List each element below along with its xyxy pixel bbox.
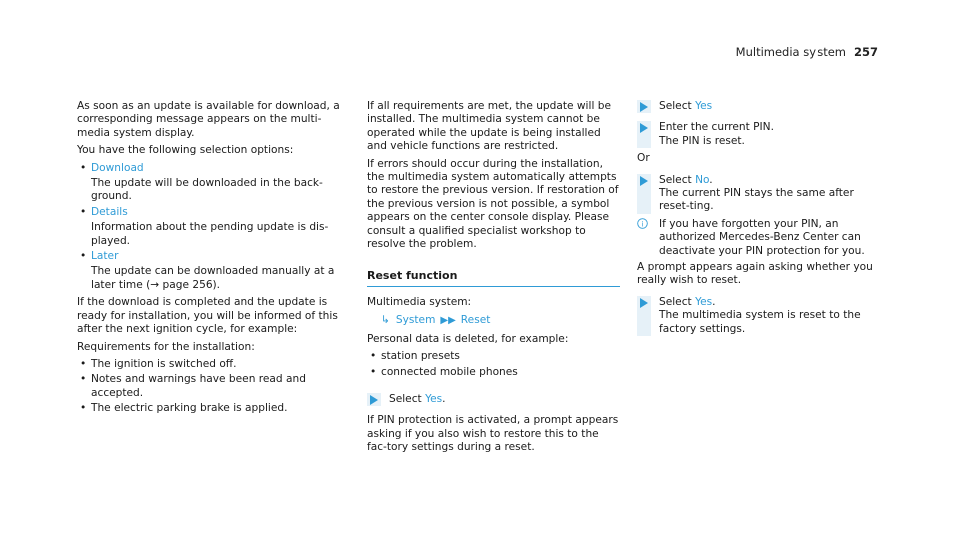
- bullet-icon: •: [370, 350, 377, 363]
- list-item: • connected mobile phones: [367, 366, 620, 379]
- section-title: Multimedia sy stem: [735, 45, 846, 59]
- options-intro: You have the following selection options:: [77, 144, 294, 157]
- step-select-yes-final: Select Yes. The multimedia system is reset to the factory settings.: [637, 296, 882, 336]
- double-chevron-icon: ▶▶: [440, 315, 456, 327]
- option-desc: The update will be downloaded in the back-ground.: [91, 177, 323, 203]
- page-number: 257: [853, 45, 878, 59]
- column-2: [367, 100, 620, 459]
- list-item: • The electric parking brake is applied.: [77, 402, 352, 415]
- column-1: [77, 100, 352, 418]
- requirements-intro: Requirements for the installation:: [77, 340, 255, 353]
- path-item-reset: Reset: [460, 314, 491, 327]
- step-arrow-icon: [637, 121, 651, 148]
- step-select-yes: Select Yes.: [367, 393, 620, 406]
- no-option: No: [695, 173, 710, 186]
- list-item: • The ignition is switched off.: [77, 358, 352, 371]
- completion-text: If the download is completed and the update is ready for installation, you will be informed of this after the next ignition cycle, for example:: [77, 296, 338, 336]
- step-arrow-icon: [637, 100, 651, 113]
- bullet-icon: •: [80, 402, 87, 415]
- menu-path: [381, 314, 620, 327]
- step-result: The PIN is reset.: [659, 134, 745, 147]
- bullet-icon: •: [80, 205, 87, 218]
- or-text: Or: [637, 152, 650, 165]
- bullet-icon: •: [80, 357, 87, 370]
- step-result: The current PIN stays the same after reset-ting.: [659, 187, 854, 213]
- step-arrow-icon: [637, 174, 651, 214]
- step-result: The multimedia system is reset to the factory settings.: [659, 309, 861, 335]
- list-item: • Notes and warnings have been read and accepted.: [77, 373, 352, 400]
- bullet-icon: •: [80, 161, 87, 174]
- yes-option: Yes: [695, 100, 713, 112]
- option-download: [77, 162, 352, 204]
- option-desc: Information about the pending update is dis-played.: [91, 221, 329, 247]
- requirements-met-text: If all requirements are met, the update will be installed. The multimedia system cannot be operated while the update is being installed and vehicle functions are restricted.: [367, 100, 611, 153]
- list-item: • station presets: [367, 350, 620, 363]
- page-header: [736, 45, 878, 59]
- update-intro: As soon as an update is available for download, a corresponding message appears on the multi-media system display.: [77, 100, 340, 139]
- reset-function-heading: Reset function: [367, 269, 620, 286]
- bullet-icon: •: [80, 250, 87, 263]
- info-note: i If you have forgotten your PIN, an authorized Mercedes-Benz Center can deactivate your PIN protection for you.: [637, 218, 882, 258]
- option-details: [77, 206, 352, 248]
- step-arrow-icon: [367, 393, 381, 406]
- errors-text: If errors should occur during the installation, the multimedia system automatically attempts to restore the previous version. If restoration of the previous version is not possible, a symbol appears on the center console display. Please consult a qualified specialist workshop to resolve the problem.: [367, 157, 619, 251]
- prompt-text: A prompt appears again asking whether you really wish to reset.: [637, 261, 873, 287]
- step-select-yes: Select Yes: [637, 100, 882, 113]
- step-select-no: Select No. The current PIN stays the same after reset-ting.: [637, 174, 882, 214]
- path-item-system: System: [395, 314, 436, 327]
- column-3: [637, 100, 882, 340]
- pin-note: If PIN protection is activated, a prompt appears asking if you also wish to restore this to the fac-tory settings during a reset.: [367, 414, 619, 454]
- yes-option: Yes: [695, 295, 713, 308]
- info-icon: [637, 218, 651, 258]
- option-label: Download: [91, 161, 144, 174]
- step-enter-pin: Enter the current PIN. The PIN is reset.: [637, 121, 882, 148]
- path-intro: Multimedia system:: [367, 295, 472, 308]
- bullet-icon: •: [80, 373, 87, 386]
- yes-option: Yes: [425, 392, 443, 405]
- svg-text:i: i: [641, 220, 644, 229]
- option-label: Details: [91, 205, 128, 218]
- option-desc: The update can be downloaded manually at a later time (→ page 256).: [91, 265, 335, 291]
- step-arrow-icon: [637, 296, 651, 336]
- path-arrow-icon: ↳: [381, 314, 390, 327]
- bullet-icon: •: [370, 365, 377, 378]
- deleted-intro: Personal data is deleted, for example:: [367, 332, 569, 345]
- option-label: Later: [91, 250, 119, 263]
- option-later: [77, 250, 352, 292]
